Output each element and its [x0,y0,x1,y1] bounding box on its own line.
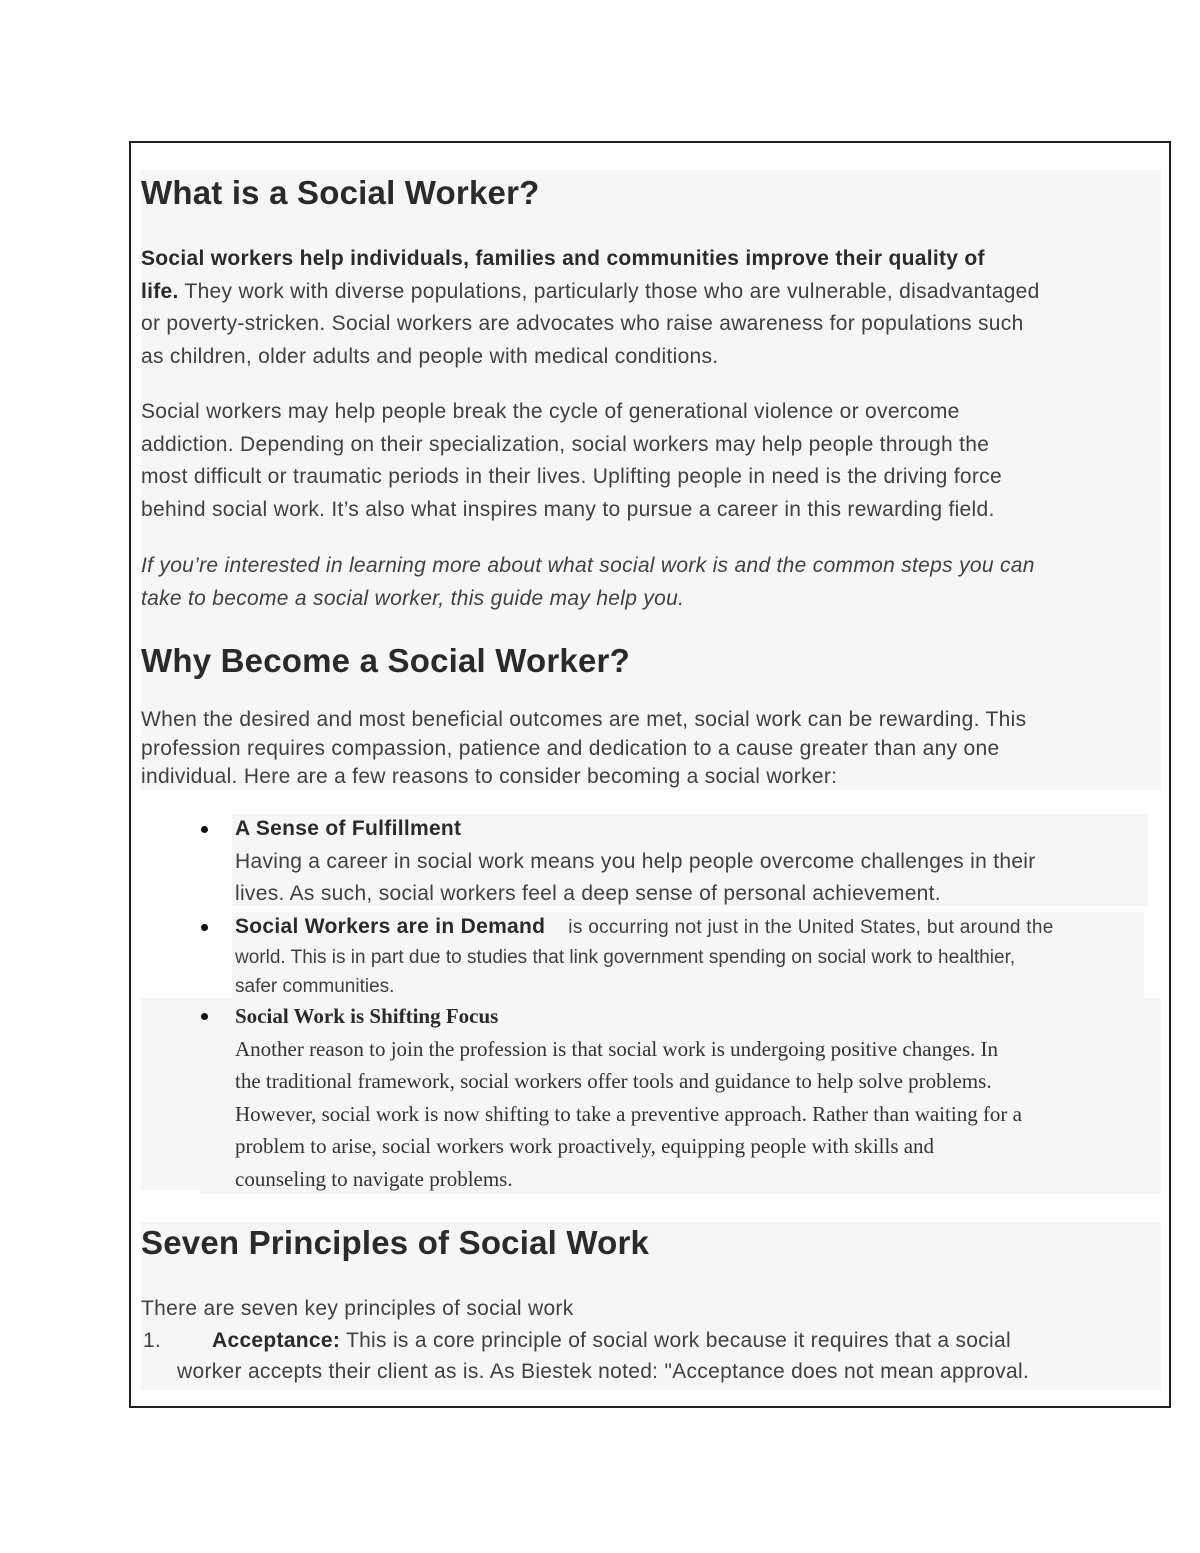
heading-what-is-social-worker: What is a Social Worker? [141,174,540,211]
intro-line: profession requires compassion, patience and dedication to a cause greater than any one [141,736,1000,760]
para1-bold-line1: Social workers help individuals, families and communities improve their quality of [141,247,985,270]
bullet-demand-line1-rest: is occurring not just in the United States, but around the [568,917,1054,938]
bullet-fulfillment [235,813,1036,911]
section2-intro [141,706,1026,792]
principle-1-text: This is a core principle of social work because it requires that a social [340,1329,1011,1352]
bullet-shifting-line: counseling to navigate problems. [235,1166,513,1191]
bullet-shifting-title: Social Work is Shifting Focus [235,1004,499,1028]
bullet-shifting-line: the traditional framework, social workers offer tools and guidance to help solve problems. [235,1069,992,1093]
bullet-demand-title: Social Workers are in Demand [235,915,546,938]
bullet-dot [201,924,208,931]
bullet-demand-line: safer communities. [235,976,395,997]
heading-why-become: Why Become a Social Worker? [141,642,630,679]
para2-line: Social workers may help people break the cycle of generational violence or overcome [141,400,960,423]
heading-seven-principles: Seven Principles of Social Work [141,1224,650,1261]
section1-para3 [141,550,1035,615]
bullet-shifting-line: problem to arise, social workers work proactively, equipping people with skills and [235,1134,935,1158]
bullet-demand-line: world. This is in part due to studies that link government spending on social work to healthier, [235,947,1016,968]
section1-para1 [141,243,1040,373]
section3-intro: There are seven key principles of social work [141,1297,574,1320]
para1-line2-rest: They work with diverse populations, particularly those who are vulnerable, disadvantaged [178,279,1040,303]
principle-1 [212,1327,1011,1356]
bullet-dot [201,1013,208,1020]
bullet-dot [201,826,208,833]
section1-para2 [141,396,1002,526]
bullet-fulfillment-title: A Sense of Fulfillment [235,817,462,840]
para3-line: take to become a social worker, this guide may help you. [141,586,685,610]
para1-line3: or poverty-stricken. Social workers are advocates who raise awareness for populations such [141,312,1024,335]
bullet-shifting-line: However, social work is now shifting to take a preventive approach. Rather than waiting for a [235,1101,1022,1126]
principle-1-title: Acceptance: [212,1329,341,1352]
bullet-shifting-line: Another reason to join the profession is that social work is undergoing positive changes. In [235,1036,999,1061]
bullet-fulfillment-line: lives. As such, social workers feel a deep sense of personal achievement. [235,882,941,905]
para3-line: If you’re interested in learning more about what social work is and the common steps you can [141,554,1035,577]
principle-1-number: 1. [143,1329,162,1352]
para1-bold-line2: life. [141,279,179,303]
intro-line: When the desired and most beneficial outcomes are met, social work can be rewarding. This [141,708,1027,731]
para1-line4: as children, older adults and people with medical conditions. [141,344,719,368]
para2-line: addiction. Depending on their specialization, social workers may help people through the [141,432,990,456]
para2-line: behind social work. It’s also what inspires many to pursue a career in this rewarding field. [141,497,995,521]
bullet-fulfillment-line: Having a career in social work means you help people overcome challenges in their [235,849,1036,873]
para2-line: most difficult or traumatic periods in their lives. Uplifting people in need is the driving force [141,465,1002,488]
principle-1-line2: worker accepts their client as is. As Biestek noted: "Acceptance does not mean approval. [177,1360,1030,1383]
bullet-shifting-focus [235,1000,1022,1195]
intro-line: individual. Here are a few reasons to consider becoming a social worker: [141,765,838,788]
shade-bullet3-left [141,998,199,1190]
bullet-demand [235,911,1054,1001]
